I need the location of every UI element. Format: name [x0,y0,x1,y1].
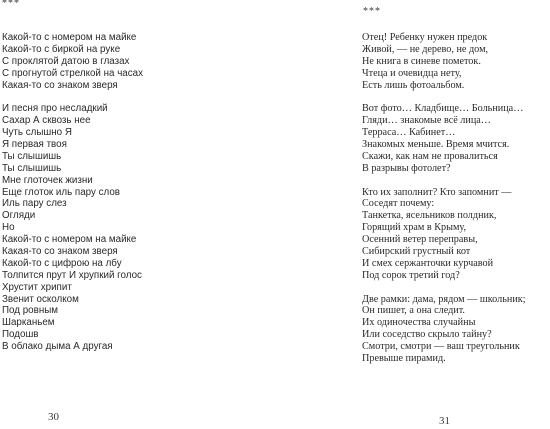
poem-line: Он пишет, а она следит. [362,305,465,317]
poem-line: Огляди [2,210,36,222]
poem-line: Хрустит хрипит [2,281,72,293]
poem-line: Не книга в синеве пометок. [362,55,481,67]
poem-line: Осенний ветер переправы, [362,234,478,246]
poem-line: Кто их заполнит? Кто запомнит — [362,186,512,198]
poem-line: Толпится прут И хрупкий голос [2,269,142,281]
page-number: 30 [48,411,59,423]
poem-line: Мне глоточек жизни [2,174,93,186]
poem-right [362,32,526,365]
poem-line: С проклятой датою в глазах [2,55,130,67]
page-number: 31 [439,415,450,427]
poem-line: Иль пару слез [2,198,67,210]
poem-line: Терраса… Кабинет… [362,127,456,139]
poem-line: Соседят почему: [362,198,435,210]
poem-line: Превыше пирамид. [362,353,446,365]
poem-line: Какой-то с биркой на руке [2,43,121,55]
poem-line: Или соседство скрыло тайну? [362,329,492,341]
poem-line: Под сорок третий год? [362,269,460,281]
poem-line: Вот фото… Кладбище… Больница… [362,103,524,115]
poem-line: В облако дыма А другая [2,341,113,353]
poem-line: Шарканьем [2,317,55,329]
poem-line: Ты слышишь [2,162,62,174]
poem-line: Сибирский грустный кот [362,246,471,258]
poem-left [2,32,143,353]
poem-line: Их одиночества случайны [362,317,476,329]
poem-line: Скажи, как нам не провалиться [362,150,498,162]
poem-line: Знакомых меньше. Время мчится. [362,139,510,151]
right-page [275,0,550,429]
poem-line: Танкетка, ясельников полдник, [362,210,497,222]
poem-line: Подошв [2,329,39,341]
poem-line: Еще глоток иль пару слов [2,186,121,198]
poem-line: Какая-то со знаком зверя [2,246,118,258]
poem-line: Ты слышишь [2,150,62,162]
section-ornament: *** [363,6,381,17]
poem-line: Какой-то с цифрою на лбу [2,257,122,269]
poem-line: В разрывы фотолет? [362,162,451,174]
poem-line: Две рамки: дама, рядом — школьник; [362,293,526,305]
poem-line: Чуть слышно Я [2,127,72,139]
poem-line: Чтеца и очевидца нету, [362,67,462,79]
section-ornament: *** [2,0,20,9]
poem-line: Звенит осколком [2,293,79,305]
poem-line: Отец! Ребенку нужен предок [362,32,488,43]
poem-line: И песня про несладкий [2,103,108,115]
stanza-break [362,282,526,294]
poem-line: Есть лишь фотоальбом. [362,79,465,91]
poem-line: Я первая твоя [2,139,67,151]
poem-line: Но [2,222,15,234]
poem-line: Смотри, смотри — ваш треугольник [362,341,520,353]
poem-line: И смех сержанточки курчавой [362,257,494,269]
poem-line: Горящий храм в Крыму, [362,222,467,234]
poem-line: Какая-то со знаком зверя [2,79,118,91]
poem-line: С прогнутой стрелкой на часах [2,67,143,79]
poem-line: Гляди… знакомые всё лица… [362,115,491,127]
poem-line: Живой, — не дерево, не дом, [362,43,489,55]
stanza-break [362,91,526,103]
poem-line: Сахар А сквозь нее [2,115,91,127]
poem-line: Под ровным [2,305,59,317]
poem-line: Какой-то с номером на майке [2,234,137,246]
stanza-break [362,175,526,187]
stanza-break [2,91,143,103]
poem-line: Какой-то с номером на майке [2,32,137,43]
